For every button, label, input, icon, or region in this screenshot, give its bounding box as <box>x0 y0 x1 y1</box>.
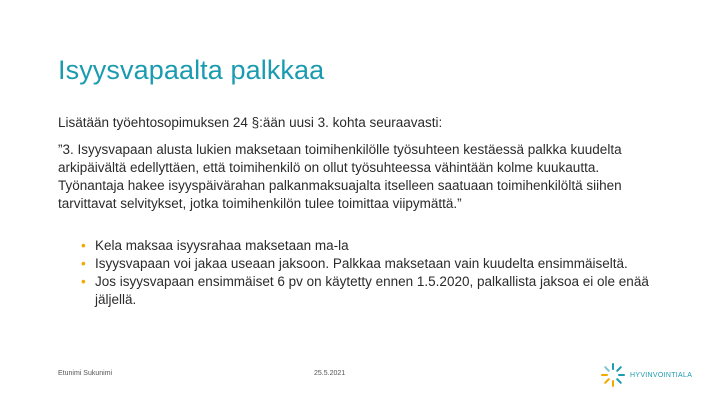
bullet-icon: • <box>81 256 86 271</box>
logo-text: HYVINVOINTIALA <box>630 371 693 379</box>
sunburst-logo-icon <box>600 362 626 388</box>
bullet-text: Jos isyysvapaan ensimmäiset 6 pv on käytetty ennen 1.5.2020, palkallista jaksoa ei ole enää jäljellä. <box>95 274 649 307</box>
footer-date: 25.5.2021 <box>314 370 346 377</box>
bullet-icon: • <box>81 238 86 253</box>
bullet-list <box>58 237 668 309</box>
bullet-text: Isyysvapaan voi jakaa useaan jaksoon. Palkkaa maksetaan vain kuudelta ensimmäiseltä. <box>95 256 628 271</box>
bullet-icon: • <box>81 274 86 289</box>
footer-author: Etunimi Sukunimi <box>58 370 113 377</box>
company-logo <box>600 362 692 388</box>
quote-paragraph: ”3. Isyysvapaan alusta lukien maksetaan toimihenkilölle työsuhteen kestäessä palkka kuudelta arkipäivältä edellyttäen, että toimihenkilö on ollut työsuhteessa vähintään kolme kuukautta. Työnantaja hakee isyyspäivärahan palkanmaksuajalta itselleen saatuaan toimihenkilöltä siihen tarvittavat selvitykset, jotka toimihenkilön tulee toimittaa viipymättä.” <box>58 142 622 211</box>
bullet-item <box>58 255 668 273</box>
bullet-item <box>58 237 668 255</box>
intro-text: Lisätään työehtosopimuksen 24 §:ään uusi 3. kohta seuraavasti: <box>58 115 443 130</box>
bullet-text: Kela maksaa isyysrahaa maksetaan ma-la <box>95 238 349 253</box>
bullet-item <box>58 273 668 309</box>
slide-title: Isyysvapaalta palkkaa <box>58 55 325 85</box>
